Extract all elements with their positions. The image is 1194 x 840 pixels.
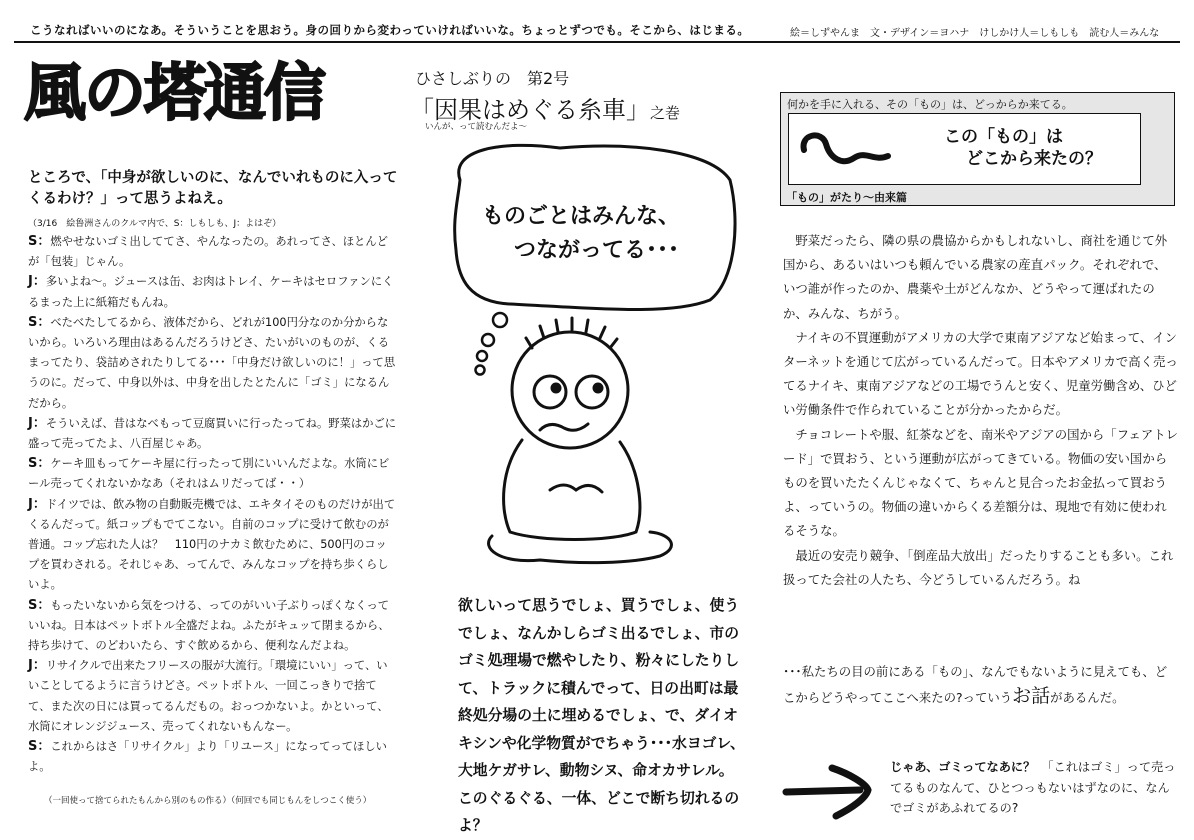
- dialogue-text: べたべたしてるから、液体だから、どれが100円分なのか分からないから。いろいろ理由はあるんだろうけどさ、たいがいのものが、くるまってたり、袋詰めされたりしてる･･･「中身だけ欲しいのに！」って思うのに。だって、中身以外は、中身を出したとたんに「ゴミ」になるんだから。: [28, 315, 396, 410]
- bubble-dot: [482, 334, 494, 346]
- top-slogan: こうなればいいのになあ。そういうことを思おう。身の回りから変わっていければいいな。ちょっとずつでも。そこから、はじまる。: [30, 23, 750, 37]
- arrow-right-icon: [780, 760, 880, 820]
- bubble-dot: [477, 351, 487, 361]
- closing-text-end: があるんだ。: [1050, 690, 1125, 705]
- character-body: [504, 440, 640, 540]
- dialogue-text: ケーキ皿もってケーキ屋に行ったって別にいいんだよな。水筒にビール売ってくれないかなあ（それはムリだってば・・）: [28, 457, 390, 491]
- bubble-dot: [493, 313, 507, 327]
- left-meta: （3/16 絵鲁洲さんのクルマ内で、S：しもしも、J：よはぞ）: [28, 219, 282, 229]
- question-lead: じゃあ、ゴミってなあに？: [890, 760, 1036, 774]
- right-body: [783, 229, 1178, 592]
- right-paragraph: チョコレートや服、紅茶などを、南米やアジアの国から「フェアトレード」で買おう、という運動が広がってきている。物価の安い国からものを買いたたくんじゃなくて、ちゃんと見合ったお金払って買おうよ、っていうの。物価の違いからくる差額分は、現地で有効に使われるそうな。: [783, 426, 1179, 539]
- dialogue-line: [28, 414, 398, 454]
- left-heading: ところで、「中身が欲しいのに、なんでいれものに入ってくるわけ？」って思うよねえ。: [28, 170, 398, 207]
- bubble-line: つながってる･･･: [514, 238, 680, 263]
- character-hands: [550, 485, 602, 492]
- dialogue-line: [28, 272, 398, 312]
- character-eye-left: [534, 376, 566, 408]
- bubble-dot: [476, 366, 485, 375]
- character-eye-right: [576, 376, 608, 408]
- bubble-text: [482, 200, 722, 268]
- speaker-label: S：: [28, 456, 51, 472]
- speaker-label: S：: [28, 314, 51, 330]
- dialogue-text: もったいないから気をつける、ってのがいい子ぶりっぽくなくっていいね。日本はペットボトル全盛だよね。ふたがキュッて閉まるから、持ち歩けて、のどわいたら、すぐ飲めるから、便利なんだよね。: [28, 598, 390, 653]
- masthead-title: 風の塔通信: [24, 56, 325, 129]
- speaker-label: J：: [28, 496, 46, 512]
- right-paragraph: 最近の安売り競争、「倒産品大放出」だったりすることも多い。これ扱ってた会社の人たち、今どうしているんだろう。ね: [783, 547, 1174, 587]
- speaker-label: J：: [28, 274, 46, 290]
- issue-note: いんが、って読むんだよ～: [425, 122, 528, 132]
- feature-box-caption: 「もの」がたり～由来篇: [786, 191, 907, 204]
- closing-question: [890, 757, 1180, 819]
- dialogue-line: [28, 454, 398, 494]
- speaker-label: S：: [28, 597, 51, 613]
- dialogue-text: そういえば、昔はなべもって豆腐買いに行ったってね。野菜はかごに盛って売ってたよ、八百屋じゃあ。: [28, 416, 397, 451]
- feature-box-lead: 何かを手に入れる、その「もの」は、どっからか来てる。: [787, 98, 1073, 111]
- dialogue-line: [28, 656, 398, 737]
- speaker-label: J：: [28, 658, 46, 674]
- dialogue: [28, 232, 398, 777]
- dialogue-text: 燃やせないゴミ出しててさ、やんなったの。あれってさ、ほとんどが「包装」じゃん。: [28, 235, 388, 269]
- issue-title-suffix: 之巻: [650, 104, 681, 122]
- dialogue-line: [28, 596, 398, 657]
- right-paragraph: 野菜だったら、隣の県の農協からかもしれないし、商社を通じて外国から、あるいはいつも頼んでいる農家の産直パック。それぞれで、いつ誰が作ったのか、農薬や土がどんなか、どうやって運ばれたのか、みんな、ちがう。: [783, 233, 1168, 321]
- dialogue-text: 多いよね～。ジュースは缶、お肉はトレイ、ケーキはセロファンにくるまった上に紙箱だもんね。: [28, 275, 394, 309]
- speaker-label: S：: [28, 739, 51, 755]
- footnote: （一回使って捨てられたもんから別のもの作る）（何回でも同じもんをしつこく使う）: [44, 796, 372, 806]
- dialogue-line: [28, 232, 398, 272]
- dialogue-line: [28, 737, 398, 777]
- speaker-label: S：: [28, 234, 51, 249]
- bubble-line: ものごとはみんな、: [482, 204, 681, 229]
- right-paragraph: ナイキの不買運動がアメリカの大学で東南アジアなど始まって、インターネットを通じて広がっているんだって。日本やアメリカで高く売ってるナイキ、東南アジアなどの工場でうんと安く、児童労働含め、ひどい労働条件で作られていることが分かったからだ。: [783, 329, 1178, 418]
- issue-label: ひさしぶりの 第2号: [415, 69, 570, 88]
- character-mouth: [540, 424, 588, 430]
- dialogue-text: ドイツでは、飲み物の自動販売機では、エキタイそのものだけが出てくるんだって。紙コップもでてこない。自前のコップに受けて飲むのが普通。コップ忘れた人は？ 110円のナカミ飲むために、500円のコップを買わされる。それじゃあ、ってんで、みんなコップを持ち歩くらしいよ。: [28, 497, 396, 592]
- dialogue-text: これからはさ「リサイクル」より「リユース」になってってほしいよ。: [28, 740, 387, 774]
- closing-emphasis: お話: [1012, 685, 1051, 707]
- right-closing: [783, 660, 1178, 710]
- dialogue-line: [28, 495, 398, 596]
- feature-title-line: この「もの」は: [944, 127, 1063, 147]
- center-text: 欲しいって思うでしょ、買うでしょ、使うでしょ、なんかしらゴミ出るでしょ、市のゴミ処理場で燃やしたり、粉々にしたりして、トラックに積んでって、日の出町は最終処分場の土に埋めるでしょ、で、ダイオキシンや化学物質がでちゃう･･･水ヨゴレ、大地ケガサレ、動物シヌ、命オカサレル。このぐるぐる、一体、どこで断ち切れるのよ？: [458, 597, 745, 834]
- dialogue-text: リサイクルで出来たフリースの服が大流行。「環境にいい」って、いいことしてるように言うけどさ。ペットボトル、一回こっきりで捨てて、また次の日には買ってるんだもの。おっつかないよ。かといって、水筒にオレンジジュース、売ってくれないもんなー。: [28, 659, 389, 733]
- dialogue-line: [28, 313, 398, 414]
- character-figure: [489, 318, 672, 563]
- feature-title-line: どこから来たの？: [966, 149, 1102, 169]
- question-body: 「これはゴミ」って売ってるものなんて、ひとつっもないはずなのに、なんでゴミがあふれてるの?: [890, 760, 1176, 815]
- top-credits: 絵＝しずやんま 文・デザイン＝ヨハナ けしかけ人＝しもしも 読む人＝みんな: [790, 28, 1160, 39]
- issue-title-main: 「因果はめぐる糸車」: [410, 96, 650, 124]
- snake-icon: [796, 122, 896, 178]
- feature-box-title: [944, 126, 1102, 170]
- character-legs: [489, 532, 672, 563]
- speaker-label: J：: [28, 415, 46, 431]
- closing-text: ･･･私たちの目の前にある「もの」、なんでもないように見えても、どこからどうやってここへ来たの?っていう: [783, 664, 1168, 705]
- top-rule: [14, 41, 1180, 43]
